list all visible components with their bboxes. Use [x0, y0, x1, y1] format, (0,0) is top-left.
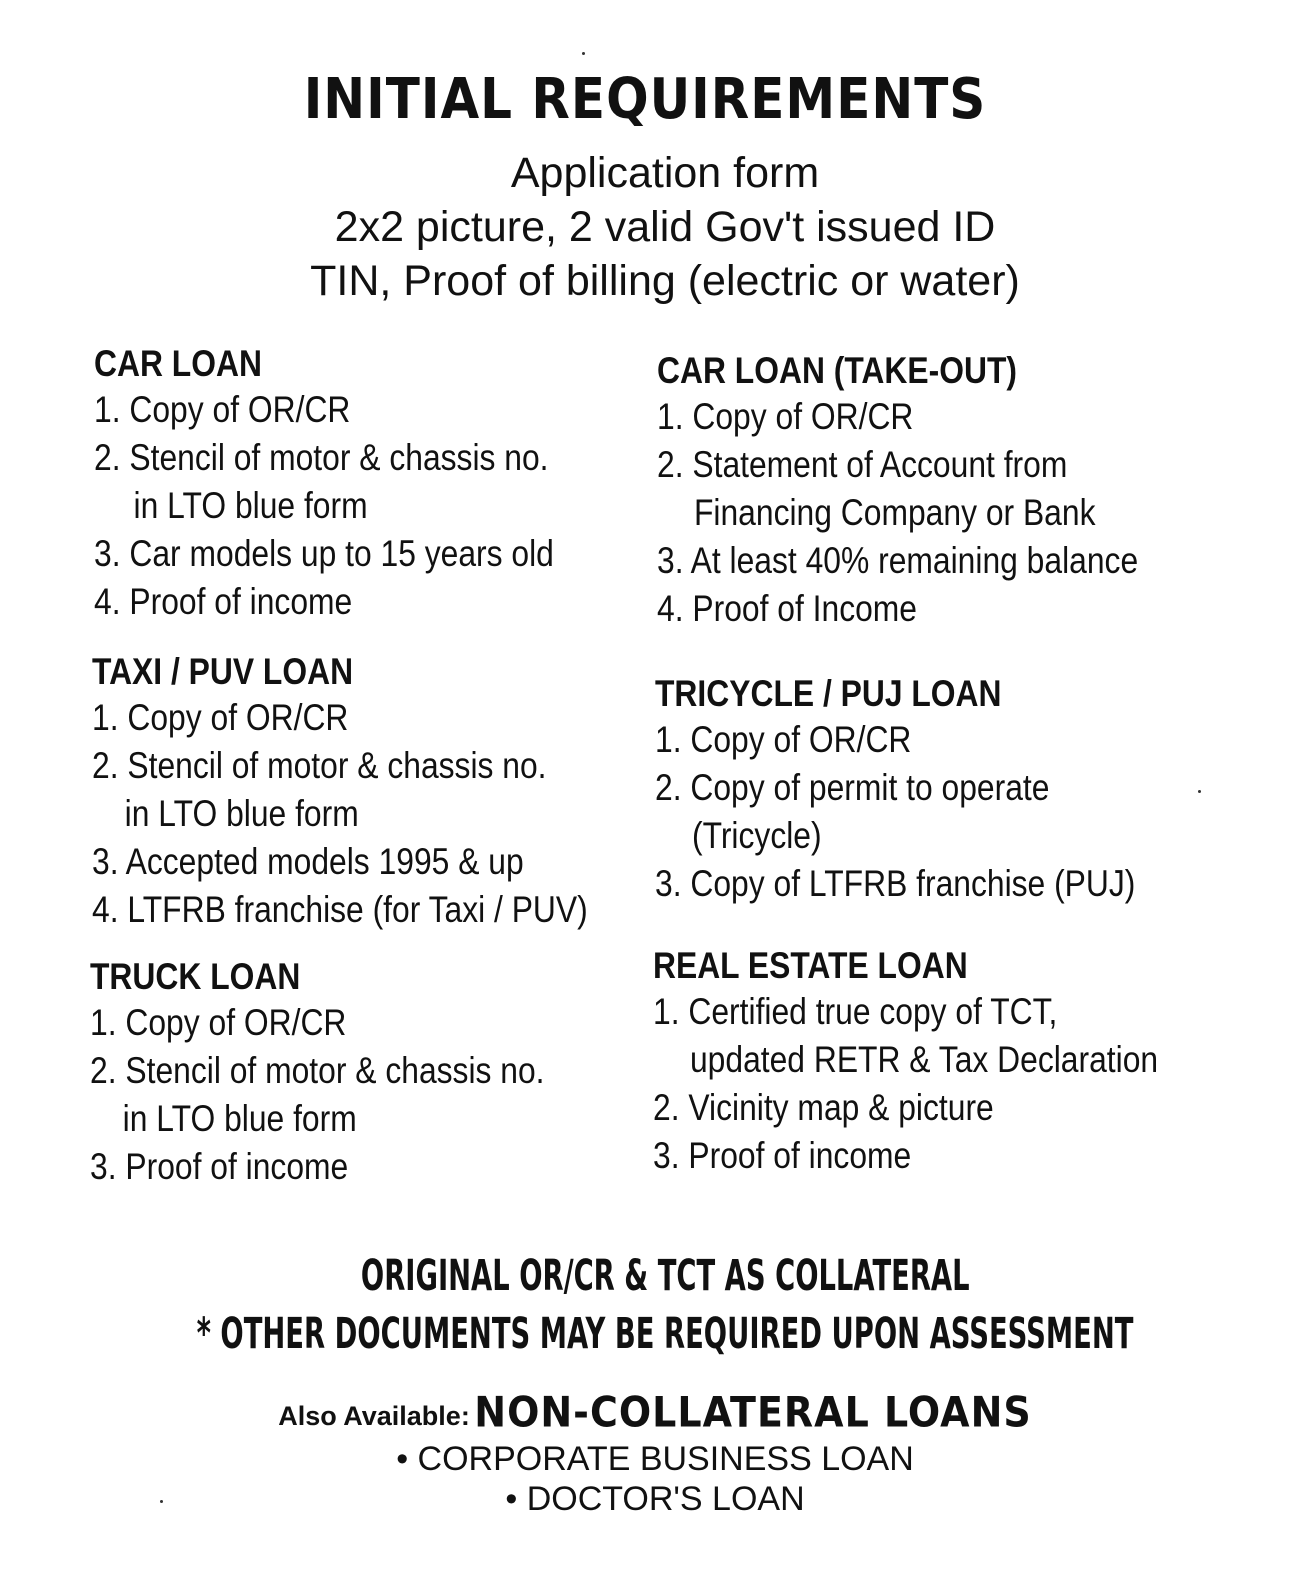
section-truck-loan: [90, 955, 619, 1191]
item-number: 4.: [94, 581, 121, 622]
item-number: 2.: [655, 767, 682, 808]
section-title: CAR LOAN (TAKE-OUT): [657, 350, 1017, 391]
item-text: Copy of OR/CR: [129, 389, 351, 430]
item-number: 3.: [653, 1135, 680, 1176]
other-documents-note-text: * OTHER DOCUMENTS MAY BE REQUIRED UPON ASSESSMENT: [196, 1308, 1134, 1359]
list-item: [94, 386, 554, 434]
item-number: 2.: [657, 444, 684, 485]
item-text: LTFRB franchise (for Taxi / PUV): [127, 889, 588, 930]
list-item: [92, 742, 588, 838]
list-item: [655, 860, 1135, 908]
list-item: [657, 393, 1138, 441]
non-collateral-loans-heading: NON-COLLATERAL LOANS: [474, 1387, 1032, 1437]
item-text: Stencil of motor & chassis no.: [127, 745, 547, 786]
item-text: Copy of OR/CR: [125, 1002, 347, 1043]
item-text: Copy of OR/CR: [690, 719, 912, 760]
item-number: 3.: [655, 863, 682, 904]
list-item: [92, 694, 588, 742]
list-item: [94, 578, 554, 626]
list-item: [655, 716, 1135, 764]
item-continuation: (Tricycle): [691, 815, 822, 856]
scan-speck: [582, 52, 585, 55]
requirement-line: Application form: [510, 149, 820, 197]
section-real-estate-loan: [653, 944, 1240, 1180]
also-available-label: Also Available:: [278, 1401, 470, 1431]
list-item: [657, 441, 1138, 537]
bullet-item: • CORPORATE BUSINESS LOAN: [396, 1440, 914, 1478]
item-number: 3.: [94, 533, 121, 574]
list-item: [657, 585, 1138, 633]
item-text: Accepted models 1995 & up: [125, 841, 524, 882]
collateral-note-text: ORIGINAL OR/CR & TCT AS COLLATERAL: [360, 1250, 970, 1301]
item-number: 4.: [657, 588, 684, 629]
list-item: [655, 764, 1135, 860]
item-text: Vicinity map & picture: [688, 1087, 994, 1128]
list-item: [94, 434, 554, 530]
section-tricycle-puj-loan: [655, 672, 1214, 908]
item-text: Copy of OR/CR: [692, 396, 914, 437]
item-text: Proof of Income: [692, 588, 918, 629]
item-text: Copy of LTFRB franchise (PUJ): [690, 863, 1136, 904]
collateral-note: [0, 1250, 1290, 1301]
item-number: 2.: [92, 745, 119, 786]
item-text: Proof of income: [129, 581, 353, 622]
list-item: [657, 537, 1138, 585]
list-item: [90, 999, 545, 1047]
item-number: 1.: [92, 697, 119, 738]
list-item: [653, 1132, 1158, 1180]
item-text: Stencil of motor & chassis no.: [125, 1050, 545, 1091]
item-number: 1.: [653, 991, 680, 1032]
item-continuation: Financing Company or Bank: [693, 492, 1096, 533]
item-text: Proof of income: [688, 1135, 912, 1176]
item-number: 2.: [653, 1087, 680, 1128]
section-title: TRUCK LOAN: [90, 956, 301, 997]
item-text: Copy of OR/CR: [127, 697, 349, 738]
section-car-loan-take-out: [657, 349, 1216, 633]
item-text: Certified true copy of TCT,: [688, 991, 1058, 1032]
section-title: REAL ESTATE LOAN: [653, 945, 968, 986]
item-number: 3.: [657, 540, 684, 581]
bullet-item: • DOCTOR'S LOAN: [505, 1480, 805, 1518]
scan-speck: [1198, 790, 1201, 793]
list-item: [90, 1143, 545, 1191]
list-item: [653, 1084, 1158, 1132]
item-continuation: in LTO blue form: [122, 1098, 357, 1139]
item-number: 1.: [655, 719, 682, 760]
initial-requirements-list: [0, 146, 1290, 308]
item-number: 2.: [90, 1050, 117, 1091]
item-text: Proof of income: [125, 1146, 349, 1187]
section-title: CAR LOAN: [94, 343, 262, 384]
list-item: [92, 838, 588, 886]
item-number: 1.: [657, 396, 684, 437]
item-continuation: in LTO blue form: [124, 793, 359, 834]
section-title: TRICYCLE / PUJ LOAN: [655, 673, 1002, 714]
item-text: Car models up to 15 years old: [129, 533, 554, 574]
item-continuation: updated RETR & Tax Declaration: [689, 1039, 1159, 1080]
requirement-line: TIN, Proof of billing (electric or water): [310, 257, 1020, 305]
scan-speck: [160, 1500, 163, 1503]
item-number: 4.: [92, 889, 119, 930]
item-text: At least 40% remaining balance: [690, 540, 1139, 581]
section-title: TAXI / PUV LOAN: [92, 651, 354, 692]
item-number: 1.: [94, 389, 121, 430]
list-item: [653, 988, 1158, 1084]
item-text: Statement of Account from: [692, 444, 1068, 485]
item-continuation: in LTO blue form: [133, 485, 368, 526]
other-documents-note: [0, 1308, 1290, 1359]
item-text: Stencil of motor & chassis no.: [129, 437, 549, 478]
item-number: 3.: [90, 1146, 117, 1187]
list-item: [90, 1047, 545, 1143]
section-taxi-puv-loan: [92, 650, 668, 934]
list-item: [94, 530, 554, 578]
item-text: Copy of permit to operate: [690, 767, 1050, 808]
page-title: INITIAL REQUIREMENTS: [303, 66, 987, 132]
list-item: [92, 886, 588, 934]
item-number: 1.: [90, 1002, 117, 1043]
also-available-line: [0, 1387, 1290, 1437]
requirement-line: 2x2 picture, 2 valid Gov't issued ID: [334, 203, 996, 251]
item-number: 2.: [94, 437, 121, 478]
section-car-loan: [94, 342, 629, 626]
item-number: 3.: [92, 841, 119, 882]
